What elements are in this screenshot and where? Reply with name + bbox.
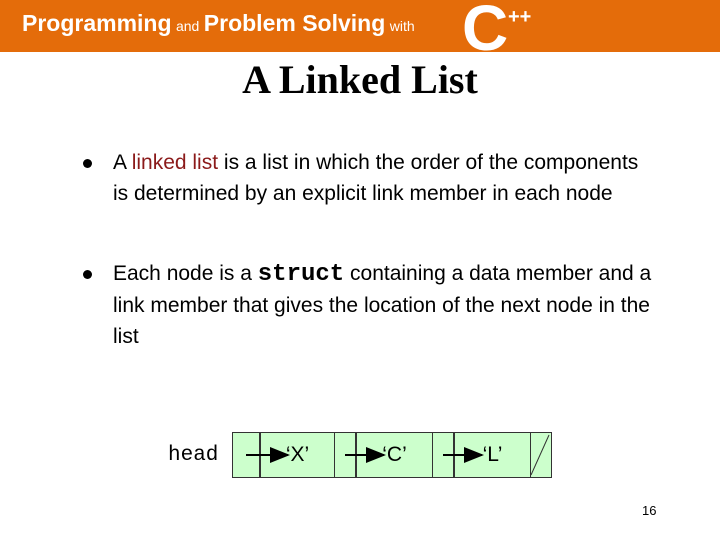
bullet-2-rest: containing a data member and a link member that gives the location of the next node in the list bbox=[113, 262, 652, 348]
page-number: 16 bbox=[642, 503, 657, 518]
node-1-data: ‘X’ bbox=[261, 433, 335, 477]
banner-word-programming: Programming bbox=[22, 10, 172, 36]
banner-word-with: with bbox=[389, 18, 415, 34]
bullet-2-code: struct bbox=[257, 261, 345, 288]
head-label: head bbox=[168, 444, 219, 467]
cpp-logo-letter: C bbox=[462, 0, 509, 64]
bullet-2-prefix: Each node is a bbox=[113, 262, 258, 285]
banner-word-and: and bbox=[175, 18, 200, 34]
banner-word-problem-solving: Problem Solving bbox=[203, 10, 386, 36]
bullet-1-term: linked list bbox=[131, 151, 219, 174]
cpp-logo-plus: ++ bbox=[508, 6, 532, 28]
bullet-1-prefix: A bbox=[113, 151, 132, 174]
slide-title: A Linked List bbox=[242, 57, 478, 102]
node-3-data: ‘L’ bbox=[455, 433, 531, 477]
node-2-data: ‘C’ bbox=[357, 433, 433, 477]
bullet-1-rest: is a list in which the order of the components is determined by an explicit link member in each node bbox=[113, 151, 639, 205]
